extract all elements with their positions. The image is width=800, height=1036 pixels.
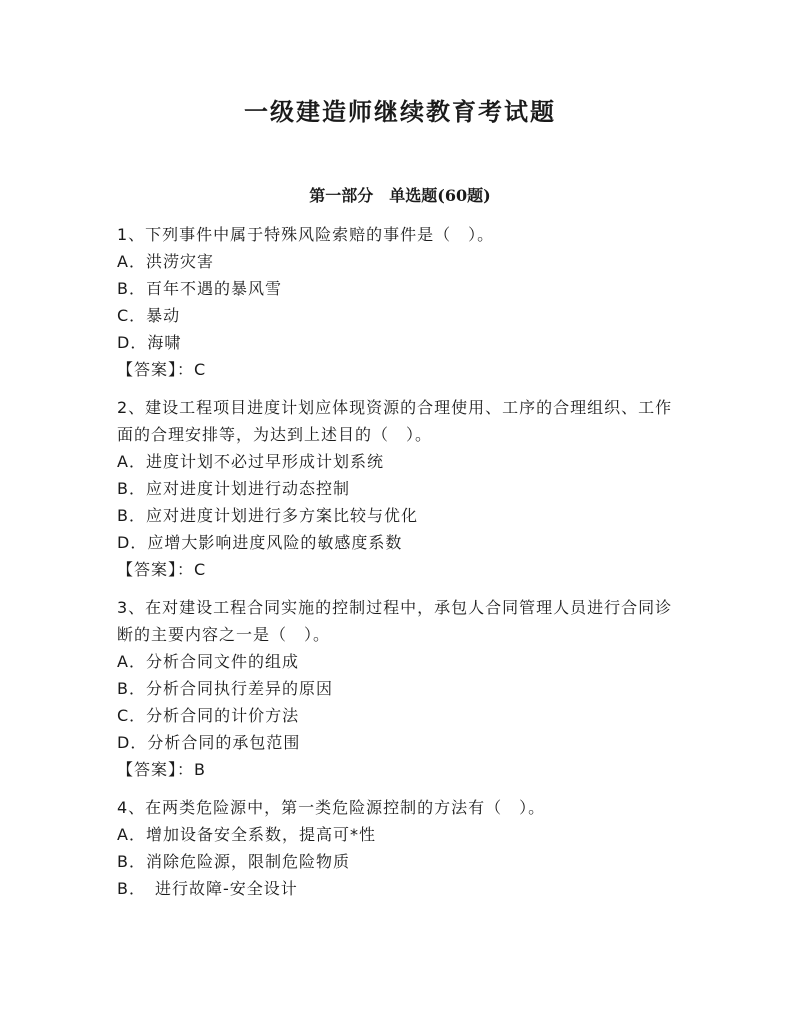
question-stem: 3、在对建设工程合同实施的控制过程中，承包人合同管理人员进行合同诊断的主要内容之一是（ ）。 bbox=[117, 598, 673, 644]
option-c: B． 进行故障-安全设计 bbox=[117, 879, 298, 898]
option-c: C．分析合同的计价方法 bbox=[117, 706, 300, 725]
option-a: A．分析合同文件的组成 bbox=[117, 652, 299, 671]
document-title: 一级建造师继续教育考试题 bbox=[244, 97, 556, 126]
option-a: A．增加设备安全系数，提高可*性 bbox=[117, 825, 376, 844]
question-stem: 2、建设工程项目进度计划应体现资源的合理使用、工序的合理组织、工作面的合理安排等，为达到上述目的（ ）。 bbox=[117, 398, 673, 444]
question-list bbox=[117, 221, 683, 913]
section-title: 第一部分 单选题(60题) bbox=[309, 186, 491, 205]
option-d: D．海啸 bbox=[117, 333, 182, 352]
answer: 【答案】：B bbox=[117, 760, 206, 779]
question-stem: 1、下列事件中属于特殊风险索赔的事件是（ ）。 bbox=[117, 225, 495, 244]
answer: 【答案】：C bbox=[117, 360, 207, 379]
option-c: C．暴动 bbox=[117, 306, 181, 325]
option-c: B．应对进度计划进行多方案比较与优化 bbox=[117, 506, 418, 525]
question-3 bbox=[117, 594, 683, 783]
question-1 bbox=[117, 221, 683, 383]
option-b: B．消除危险源，限制危险物质 bbox=[117, 852, 350, 871]
option-d: D．分析合同的承包范围 bbox=[117, 733, 301, 752]
question-4 bbox=[117, 794, 683, 902]
question-2 bbox=[117, 394, 683, 583]
question-stem: 4、在两类危险源中，第一类危险源控制的方法有（ ）。 bbox=[117, 798, 546, 817]
option-a: A．进度计划不必过早形成计划系统 bbox=[117, 452, 384, 471]
option-b: B．百年不遇的暴风雪 bbox=[117, 279, 282, 298]
option-b: B．应对进度计划进行动态控制 bbox=[117, 479, 350, 498]
option-b: B．分析合同执行差异的原因 bbox=[117, 679, 333, 698]
option-a: A．洪涝灾害 bbox=[117, 252, 214, 271]
answer: 【答案】：C bbox=[117, 560, 207, 579]
option-d: D．应增大影响进度风险的敏感度系数 bbox=[117, 533, 403, 552]
